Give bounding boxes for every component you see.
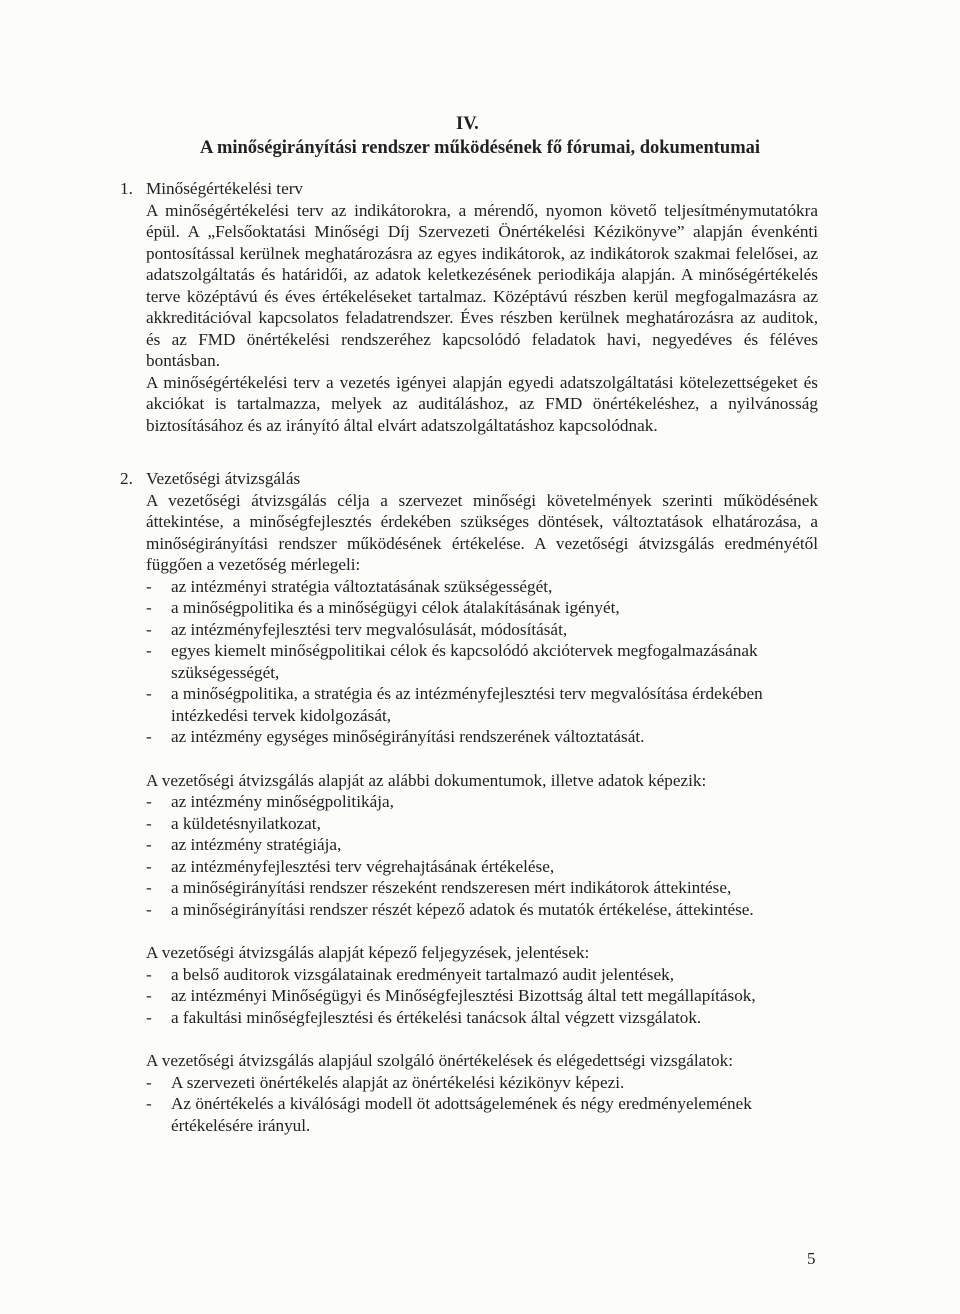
document-body bbox=[120, 178, 818, 1136]
list-item: - Az önértékelés a kiválósági modell öt adottságelemének és négy eredményelemének értékelésére irányul. bbox=[146, 1093, 818, 1136]
self-assessment-list bbox=[146, 1072, 818, 1137]
list-item: - a minőségpolitika és a minőségügyi célok átalakításának igényét, bbox=[146, 597, 818, 619]
section-title: Minőségértékelési terv bbox=[146, 179, 304, 198]
reports-list bbox=[146, 964, 818, 1029]
list-item: - A szervezeti önértékelés alapját az önértékelési kézikönyv képezi. bbox=[146, 1072, 818, 1094]
paragraph: A vezetőségi átvizsgálás alapját az alábbi dokumentumok, illetve adatok képezik: bbox=[146, 770, 707, 790]
list-item: - a belső auditorok vizsgálatainak eredményeit tartalmazó audit jelentések, bbox=[146, 964, 818, 986]
paragraph: A vezetőségi átvizsgálás alapját képező feljegyzések, jelentések: bbox=[146, 943, 590, 962]
list-item: - az intézményi Minőségügyi és Minőségfejlesztési Bizottság által tett megállapítások, bbox=[146, 985, 818, 1007]
paragraph: A vezetőségi átvizsgálás alapjául szolgáló önértékelések és elégedettségi vizsgálatok: bbox=[146, 1051, 734, 1070]
list-item: - a minőségirányítási rendszer részét képező adatok és mutatók értékelése, áttekintése. bbox=[146, 899, 818, 921]
documents-list bbox=[146, 791, 818, 920]
paragraph: A vezetőségi átvizsgálás célja a szervezet minőségi követelmények szerinti működésének áttekintése, a minőségfejlesztés érdekében szükséges döntések, változtatások elhatározása, a minőségirányítási rendszer működésének értékelése. A vezetőségi átvizsgálás eredményétől függően a vezetőség mérlegeli: bbox=[146, 490, 818, 574]
list-item: - egyes kiemelt minőségpolitikai célok és kapcsolódó akciótervek megfogalmazásának szükségességét, bbox=[146, 640, 818, 683]
chapter-number: IV. bbox=[456, 114, 479, 134]
list-item: - az intézményfejlesztési terv megvalósulását, módosítását, bbox=[146, 619, 818, 641]
paragraph: A minőségértékelési terv a vezetés igényei alapján egyedi adatszolgáltatási kötelezettségeket és akciókat is tartalmazza, melyek az auditáláshoz, az FMD önértékeléshez, a nyilvánosság biztosításához és az irányító által elvárt adatszolgáltatáshoz kapcsolódnak. bbox=[146, 372, 818, 435]
list-item: - az intézményfejlesztési terv végrehajtásának értékelése, bbox=[146, 856, 818, 878]
section-quality-evaluation-plan bbox=[120, 178, 818, 436]
list-item: - az intézmény stratégiája, bbox=[146, 834, 818, 856]
paragraph: A minőségértékelési terv az indikátorokra, a mérendő, nyomon követő teljesítménymutatókra épül. A „Felsőoktatási Minőségi Díj Szervezeti Önértékelési Kézikönyve” alapján évenkénti pontosítással kerülnek meghatározásra az egyes indikátorok, az indikátorok szakmai felelősei, az adatszolgáltatás és határidői, az adatok keletkezésének periodikája alapján. A minőségértékelés terve középtávú és éves értékeléseket tartalmaz. Középtávú részben kerül megfogalmazásra az akkreditációval kapcsolatos feladatrendszer. Éves részben kerülnek meghatározásra az auditok, és az FMD önértékelési rendszeréhez kapcsolódó feladatok havi, negyedéves és féléves bontásban. bbox=[146, 200, 818, 370]
list-item: - az intézményi stratégia változtatásának szükségességét, bbox=[146, 576, 818, 598]
list-item: - a küldetésnyilatkozat, bbox=[146, 813, 818, 835]
considerations-list bbox=[146, 576, 818, 748]
section-number: 1. bbox=[120, 179, 133, 198]
page-number: 5 bbox=[807, 1249, 816, 1268]
list-item: - az intézmény minőségpolitikája, bbox=[146, 791, 818, 813]
list-item: - a fakultási minőségfejlesztési és értékelési tanácsok által végzett vizsgálatok. bbox=[146, 1007, 818, 1029]
section-number: 2. bbox=[120, 469, 133, 488]
list-item: - a minőségpolitika, a stratégia és az intézményfejlesztési terv megvalósítása érdekében intézkedési tervek kidolgozását, bbox=[146, 683, 818, 726]
list-item: - a minőségirányítási rendszer részeként rendszeresen mért indikátorok áttekintése, bbox=[146, 877, 818, 899]
section-management-review bbox=[120, 468, 818, 1136]
chapter-title: A minőségirányítási rendszer működésének fő fórumai, dokumentumai bbox=[200, 138, 760, 158]
list-item: - az intézmény egységes minőségirányítási rendszerének változtatását. bbox=[146, 726, 818, 748]
section-title: Vezetőségi átvizsgálás bbox=[146, 469, 301, 488]
